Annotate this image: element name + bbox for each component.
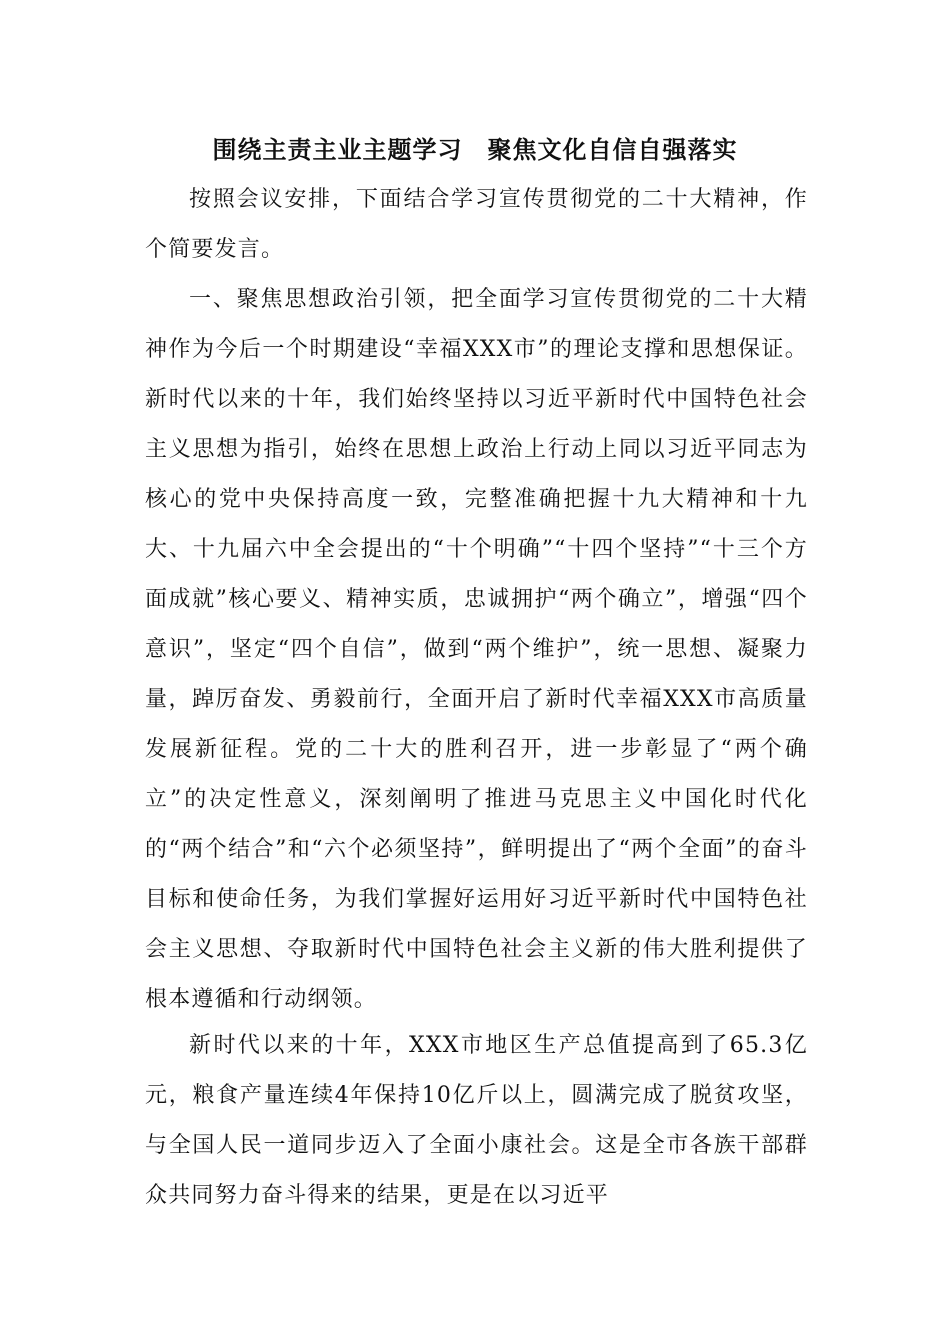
paragraph-achievements: 新时代以来的十年，XXX市地区生产总值提高到了65.3亿元，粮食产量连续4年保持10亿斤以上，圆满完成了脱贫攻坚，与全国人民一道同步迈入了全面小康社会。这是全市各族干部群众共同努力奋斗得来的结果，更是在以习近平 — [145, 1033, 808, 1208]
document-title: 围绕主责主业主题学习 聚焦文化自信自强落实 — [212, 135, 738, 164]
paragraph-section-one: 一、聚焦思想政治引领，把全面学习宣传贯彻党的二十大精神作为今后一个时期建设“幸福XXX市”的理论支撑和思想保证。新时代以来的十年，我们始终坚持以习近平新时代中国特色社会主义思想为指引，始终在思想上政治上行动上同以习近平同志为核心的党中央保持高度一致，完整准确把握十九大精神和十九大、十九届六中全会提出的“十个明确”“十四个坚持”“十三个方面成就”核心要义、精神实质，忠诚拥护“两个确立”，增强“四个意识”，坚定“四个自信”，做到“两个维护”，统一思想、凝聚力量，踔厉奋发、勇毅前行，全面开启了新时代幸福XXX市高质量发展新征程。党的二十大的胜利召开，进一步彰显了“两个确立”的决定性意义，深刻阐明了推进马克思主义中国化时代化的“两个结合”和“六个必须坚持”，鲜明提出了“两个全面”的奋斗目标和使命任务，为我们掌握好运用好习近平新时代中国特色社会主义思想、夺取新时代中国特色社会主义新的伟大胜利提供了根本遵循和行动纲领。 — [145, 287, 808, 1012]
paragraph-intro: 按照会议安排，下面结合学习宣传贯彻党的二十大精神，作个简要发言。 — [145, 187, 808, 262]
